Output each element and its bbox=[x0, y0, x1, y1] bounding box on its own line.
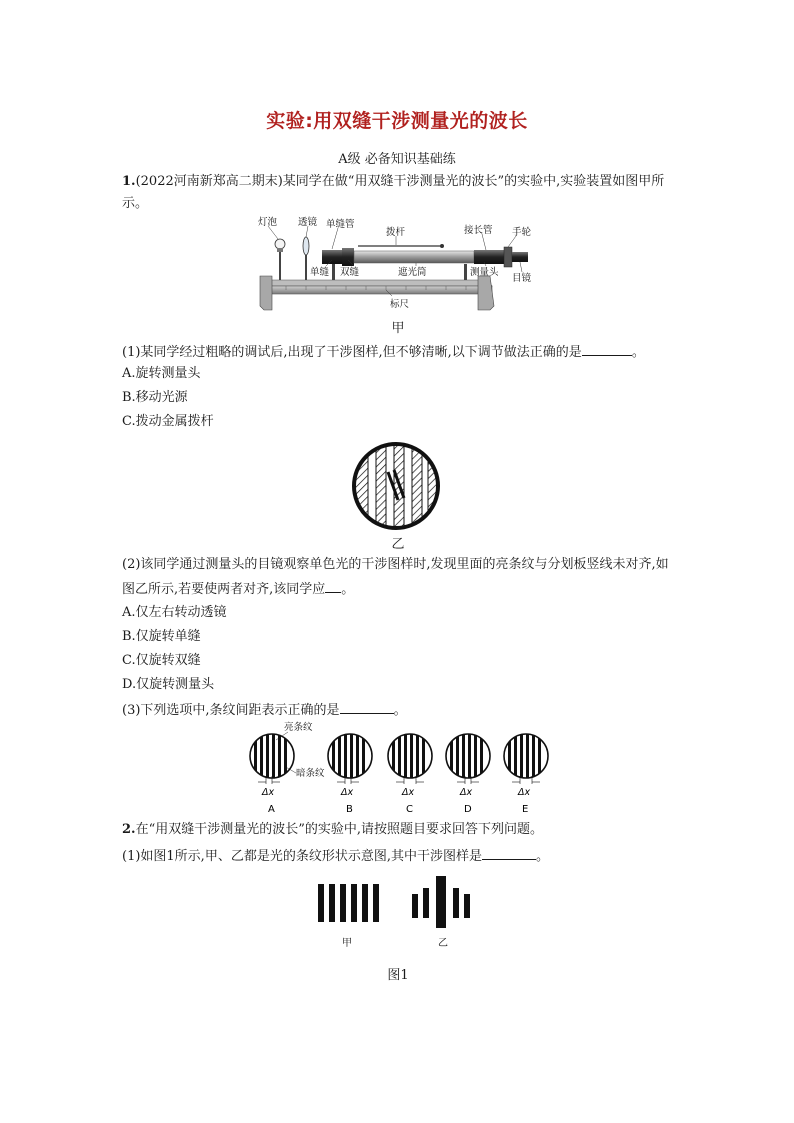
single-slit-tube bbox=[322, 250, 344, 264]
page-title: 实验:用双缝干涉测量光的波长 bbox=[266, 110, 528, 132]
fig1-label-jia: 甲 bbox=[342, 938, 352, 949]
label-light-shield: 遮光筒 bbox=[398, 267, 427, 278]
q1-stem-line2: 示。 bbox=[122, 196, 149, 211]
q2-sub1-blank[interactable] bbox=[482, 845, 536, 860]
q1-sub1-option-a: A.旋转测量头 bbox=[122, 366, 201, 381]
option-label-c: C bbox=[406, 804, 413, 815]
handwheel bbox=[504, 247, 512, 267]
q2-sub1-text: (1)如图1所示,甲、乙都是光的条纹形状示意图,其中干涉图样是 bbox=[122, 849, 482, 864]
tube-support-2 bbox=[464, 264, 467, 280]
delta-x-label-e: Δx bbox=[518, 787, 531, 798]
q1-sub1-stem bbox=[122, 341, 645, 363]
fig1-label-yi: 乙 bbox=[438, 938, 448, 949]
fig-jia-caption: 甲 bbox=[391, 321, 405, 336]
q1-sub3-end: 。 bbox=[393, 703, 407, 718]
q1-sub3-blank[interactable] bbox=[340, 699, 394, 714]
delta-x-label-c: Δx bbox=[402, 787, 415, 798]
lens-icon bbox=[303, 237, 309, 255]
label-extension-tube: 接长管 bbox=[464, 225, 493, 236]
extension-tube bbox=[474, 250, 504, 264]
q2-number: 2. bbox=[122, 822, 136, 837]
q1-sub1-end: 。 bbox=[631, 345, 645, 360]
q1-sub2-stem-line1: (2)该同学通过测量头的目镜观察单色光的干涉图样时,发现里面的亮条纹与分划板竖线未对齐,如 bbox=[122, 557, 669, 572]
q1-stem-line1 bbox=[122, 172, 664, 192]
q1-sub1-option-c: C.拨动金属拨杆 bbox=[122, 414, 214, 429]
fringe-option-d bbox=[446, 718, 490, 815]
fringe-pattern bbox=[348, 438, 444, 534]
bulb-icon bbox=[275, 239, 285, 249]
label-single-tube: 单缝管 bbox=[326, 219, 355, 230]
fig1-caption: 图1 bbox=[387, 968, 409, 983]
label-lens: 透镜 bbox=[298, 217, 318, 228]
label-measuring-head: 测量头 bbox=[470, 267, 499, 278]
q1-sub3-text: (3)下列选项中,条纹间距表示正确的是 bbox=[122, 703, 340, 718]
label-single-slit: 单缝 bbox=[310, 267, 330, 278]
label-eyepiece: 目镜 bbox=[512, 273, 532, 284]
q1-sub2-option-a: A.仅左右转动透镜 bbox=[122, 605, 227, 620]
rail-right-foot bbox=[478, 276, 494, 310]
figure-1 bbox=[312, 872, 482, 952]
delta-x-label-d: Δx bbox=[460, 787, 473, 798]
option-label-a: A bbox=[268, 804, 275, 815]
bulb-base bbox=[277, 248, 283, 252]
double-slit-holder bbox=[342, 248, 354, 266]
label-lever: 拨杆 bbox=[386, 227, 406, 238]
q1-sub1-option-b: B.移动光源 bbox=[122, 390, 188, 405]
q1-sub2-option-d: D.仅旋转测量头 bbox=[122, 677, 215, 692]
bright-fringe-label: 亮条纹 bbox=[284, 722, 313, 733]
option-label-e: E bbox=[522, 804, 529, 815]
q2-sub1-end: 。 bbox=[535, 849, 549, 864]
rail-top bbox=[264, 280, 492, 286]
q2-sub1-stem bbox=[122, 845, 549, 867]
q1-sub2-text: 图乙所示,若要使两者对齐,该同学应 bbox=[122, 582, 326, 597]
pattern-yi bbox=[412, 876, 470, 928]
fig-yi-caption: 乙 bbox=[391, 537, 405, 552]
label-double-slit: 双缝 bbox=[340, 267, 360, 278]
q1-sub2-option-c: C.仅旋转双缝 bbox=[122, 653, 201, 668]
q1-sub1-blank[interactable] bbox=[582, 341, 632, 356]
fringe-options-figure bbox=[240, 718, 560, 818]
label-bulb: 灯泡 bbox=[258, 217, 278, 228]
option-label-d: D bbox=[464, 804, 472, 815]
q2-stem bbox=[122, 820, 543, 840]
eyepiece bbox=[512, 252, 528, 262]
q1-sub2-stem-line2 bbox=[122, 578, 354, 600]
q1-sub2-end: 。 bbox=[341, 582, 355, 597]
q1-sub1-text: (1)某同学经过粗略的调试后,出现了干涉图样,但不够清晰,以下调节做法正确的是 bbox=[122, 345, 582, 360]
pattern-jia bbox=[318, 884, 379, 922]
fringe-view-figure bbox=[348, 438, 444, 534]
tube-support-1 bbox=[332, 264, 335, 280]
rail-body bbox=[270, 286, 492, 294]
lever-knob bbox=[440, 244, 444, 248]
dark-fringe-label: 暗条纹 bbox=[296, 768, 325, 779]
level-heading: A级 必备知识基础练 bbox=[338, 152, 456, 167]
fringe-option-e bbox=[504, 718, 548, 815]
delta-x-label-a: Δx bbox=[262, 787, 275, 798]
apparatus-figure bbox=[246, 214, 546, 318]
light-shield-tube bbox=[354, 251, 474, 263]
q1-sub2-option-b: B.仅旋转单缝 bbox=[122, 629, 201, 644]
q1-stem-text: (2022河南新郑高二期末)某同学在做“用双缝干涉测量光的波长”的实验中,实验装置如图甲所 bbox=[135, 174, 665, 189]
label-handwheel: 手轮 bbox=[512, 227, 532, 238]
fringe-option-c bbox=[388, 718, 432, 815]
label-scale: 标尺 bbox=[390, 299, 410, 310]
delta-x-label-b: Δx bbox=[341, 787, 354, 798]
fringe-option-b bbox=[328, 718, 372, 815]
q1-number: 1. bbox=[122, 174, 136, 189]
rail-left-foot bbox=[260, 276, 272, 310]
option-label-b: B bbox=[346, 804, 353, 815]
q2-stem-text: 在“用双缝干涉测量光的波长”的实验中,请按照题目要求回答下列问题。 bbox=[135, 822, 544, 837]
q1-sub2-blank[interactable] bbox=[325, 578, 341, 593]
